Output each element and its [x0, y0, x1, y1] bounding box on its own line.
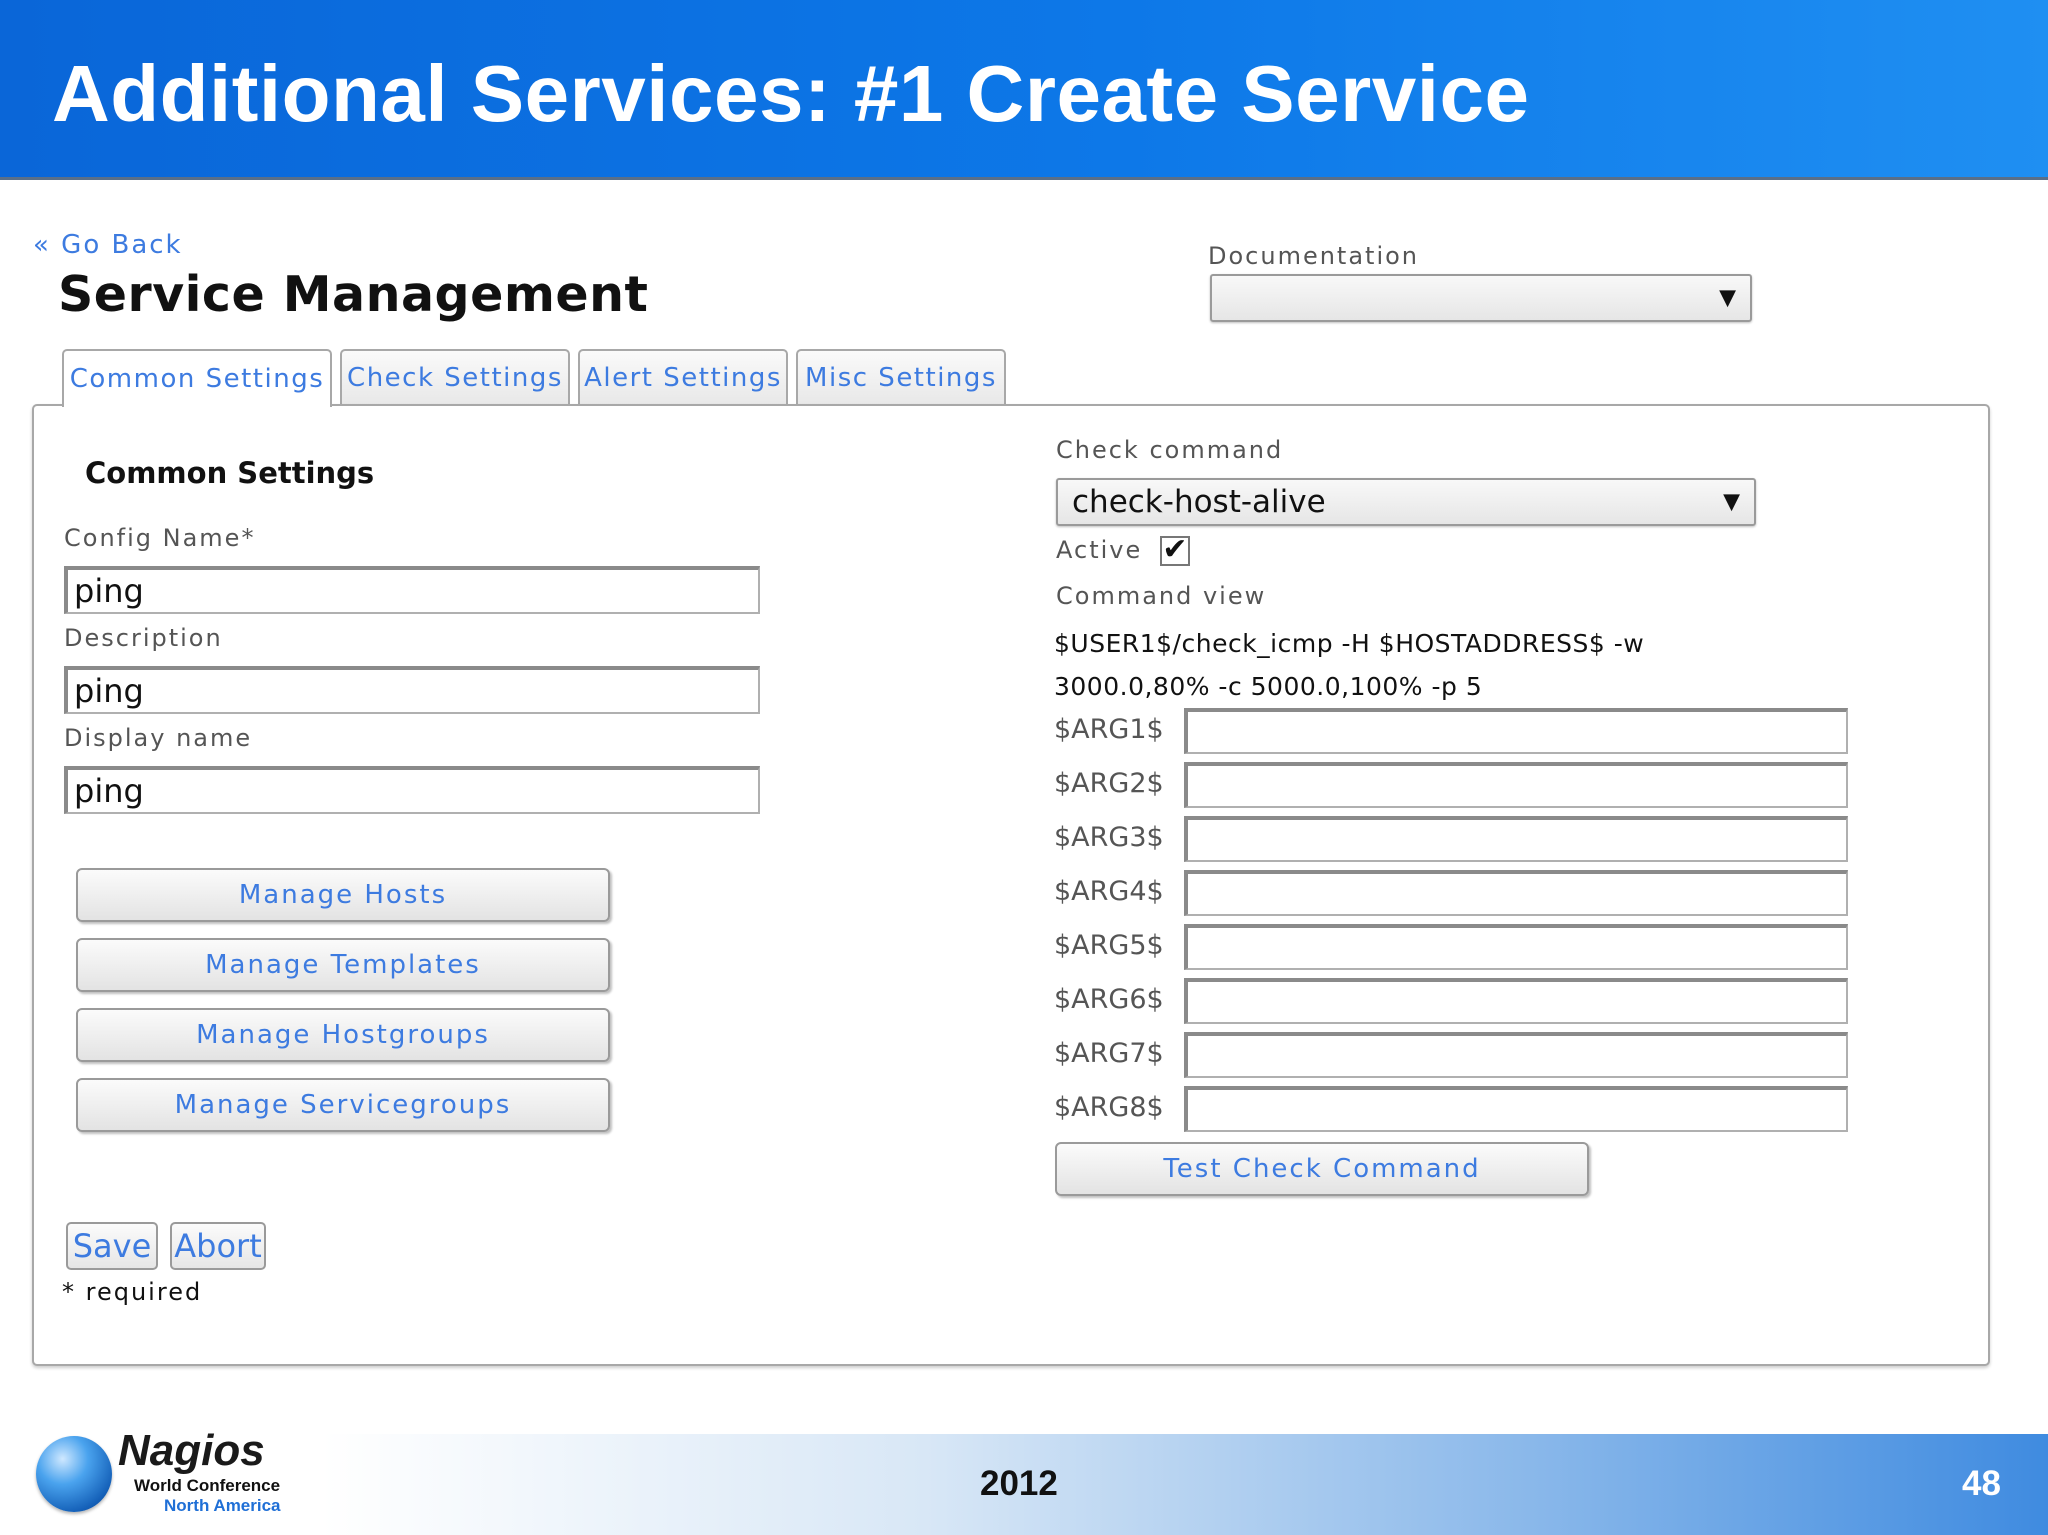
arg3-input[interactable]	[1184, 816, 1848, 862]
config-name-label: Config Name*	[64, 524, 256, 552]
config-name-input[interactable]	[64, 566, 760, 614]
display-name-label: Display name	[64, 724, 253, 752]
page-title: Service Management	[58, 266, 649, 323]
display-name-input[interactable]	[64, 766, 760, 814]
save-button[interactable]: Save	[66, 1222, 158, 1270]
arg6-input[interactable]	[1184, 978, 1848, 1024]
footer-year: 2012	[980, 1464, 1058, 1503]
tab-check-settings[interactable]: Check Settings	[340, 349, 570, 405]
abort-button[interactable]: Abort	[170, 1222, 266, 1270]
logo-subtitle-2: North America	[164, 1496, 281, 1515]
chevron-down-icon: ▼	[1723, 489, 1740, 515]
command-view-label: Command view	[1056, 582, 1267, 610]
tab-alert-settings[interactable]: Alert Settings	[578, 349, 788, 405]
tab-misc-settings[interactable]: Misc Settings	[796, 349, 1006, 405]
check-command-label: Check command	[1056, 436, 1284, 464]
section-title: Common Settings	[85, 456, 375, 490]
checkmark-icon: ✔	[1162, 532, 1188, 567]
active-checkbox[interactable]	[1160, 532, 1190, 567]
test-check-command-button[interactable]: Test Check Command	[1055, 1142, 1589, 1196]
globe-icon	[36, 1436, 112, 1512]
slide-title: Additional Services: #1 Create Service	[52, 49, 1530, 138]
check-command-selected-value: check-host-alive	[1072, 484, 1326, 520]
arg4-input[interactable]	[1184, 870, 1848, 916]
manage-hosts-button[interactable]: Manage Hosts	[76, 868, 610, 922]
go-back-link[interactable]: « Go Back	[33, 230, 183, 260]
footer-band	[322, 1434, 2048, 1535]
manage-hostgroups-button[interactable]: Manage Hostgroups	[76, 1008, 610, 1062]
documentation-select[interactable]	[1210, 274, 1752, 322]
arg1-label: $ARG1$	[1054, 714, 1164, 745]
active-label: Active	[1056, 536, 1143, 564]
manage-templates-button[interactable]: Manage Templates	[76, 938, 610, 992]
description-label: Description	[64, 624, 223, 652]
arg2-input[interactable]	[1184, 762, 1848, 808]
page-number: 48	[1962, 1464, 2001, 1503]
required-note: * required	[62, 1278, 203, 1306]
arg1-input[interactable]	[1184, 708, 1848, 754]
arg8-label: $ARG8$	[1054, 1092, 1164, 1123]
arg6-label: $ARG6$	[1054, 984, 1164, 1015]
chevron-down-icon: ▼	[1719, 285, 1736, 311]
check-command-select[interactable]	[1056, 478, 1756, 526]
tab-common-settings[interactable]: Common Settings	[62, 349, 332, 407]
slide-header	[0, 0, 2048, 180]
manage-servicegroups-button[interactable]: Manage Servicegroups	[76, 1078, 610, 1132]
arg4-label: $ARG4$	[1054, 876, 1164, 907]
logo-name: Nagios	[118, 1426, 265, 1475]
logo-subtitle-1: World Conference	[134, 1476, 281, 1495]
arg5-label: $ARG5$	[1054, 930, 1164, 961]
arg2-label: $ARG2$	[1054, 768, 1164, 799]
command-view-text: $USER1$/check_icmp -H $HOSTADDRESS$ -w 3000.0,80% -c 5000.0,100% -p 5	[1054, 629, 1645, 701]
arg7-label: $ARG7$	[1054, 1038, 1164, 1069]
arg8-input[interactable]	[1184, 1086, 1848, 1132]
settings-panel	[32, 404, 1990, 1366]
documentation-label: Documentation	[1208, 242, 1420, 270]
description-input[interactable]	[64, 666, 760, 714]
arg7-input[interactable]	[1184, 1032, 1848, 1078]
arg3-label: $ARG3$	[1054, 822, 1164, 853]
arg5-input[interactable]	[1184, 924, 1848, 970]
